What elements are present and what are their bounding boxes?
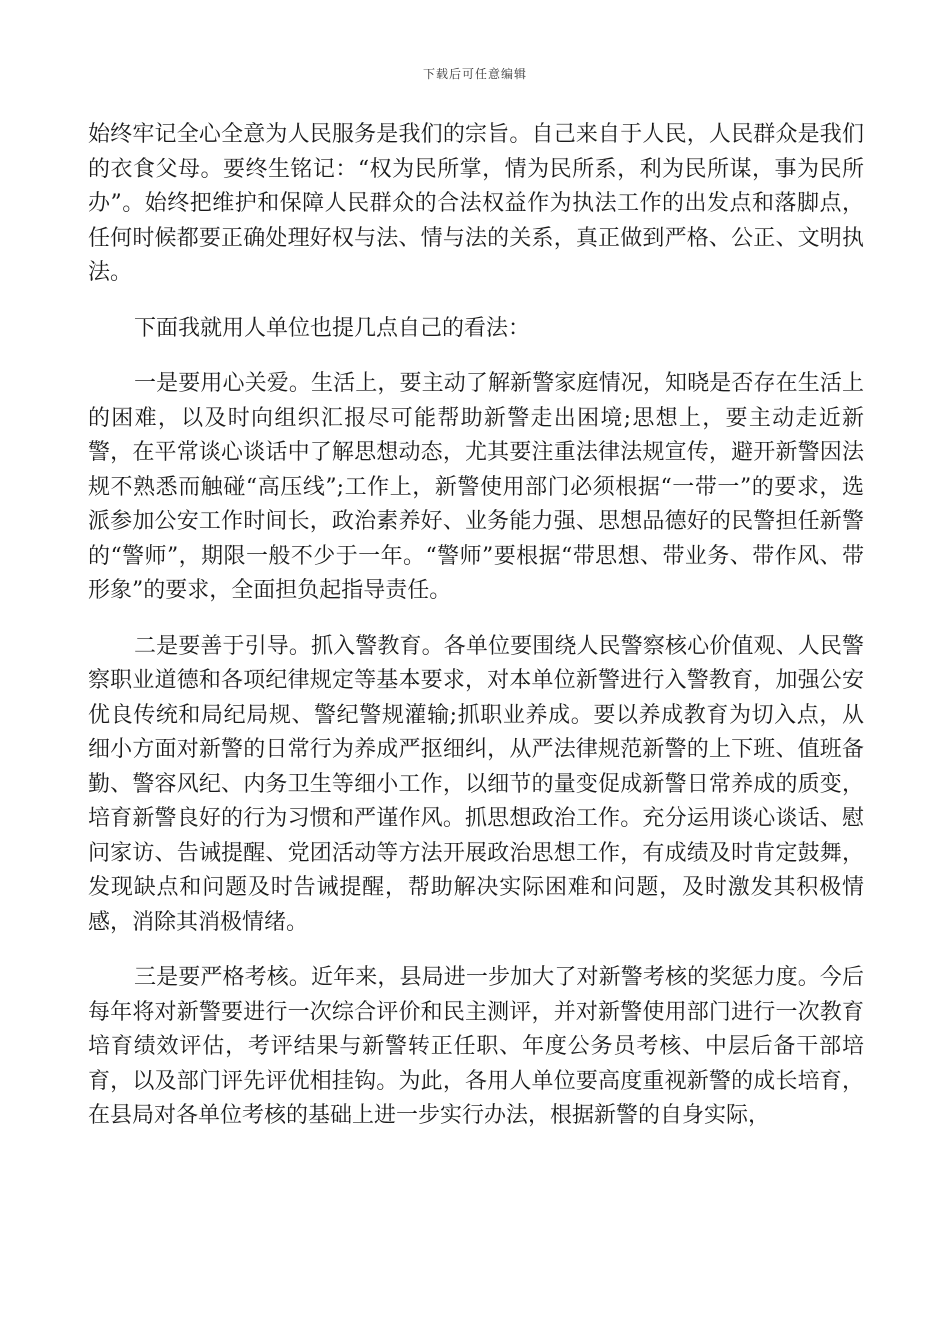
paragraph-continuation: 始终牢记全心全意为人民服务是我们的宗旨。自己来自于人民，人民群众是我们的衣食父母。要终生铭记：“权为民所掌，情为民所系，利为民所谋，事为民所办”。始终把维护和保障人民群众的合法权益作为执法工作的出发点和落脚点，任何时候都要正确处理好权与法、情与法的关系，真正做到严格、公正、文明执法。	[88, 122, 864, 285]
header-note: 下载后可任意编辑	[422, 67, 527, 81]
paragraph-point-two: 二是要善于引导。抓入警教育。各单位要围绕人民警察核心价值观、人民警察职业道德和各项纪律规定等基本要求，对本单位新警进行入警教育，加强公安优良传统和局纪局规、警纪警规灌输;抓职业养成。要以养成教育为切入点，从细小方面对新警的日常行为养成严抠细纠，从严法律规范新警的上下班、值班备勤、警容风纪、内务卫生等细小工作，以细节的量变促成新警日常养成的质变，培育新警良好的行为习惯和严谨作风。抓思想政治工作。充分运用谈心谈话、慰问家访、告诫提醒、党团活动等方法开展政治思想工作，有成绩及时肯定鼓舞，发现缺点和问题及时告诫提醒，帮助解决实际困难和问题，及时激发其积极情感，消除其消极情绪。	[88, 633, 864, 935]
paragraph-point-one: 一是要用心关爱。生活上，要主动了解新警家庭情况，知晓是否存在生活上的困难，以及时向组织汇报尽可能帮助新警走出困境;思想上，要主动走近新警，在平常谈心谈话中了解思想动态，尤其要注重法律法规宣传，避开新警因法规不熟悉而触碰“高压线”;工作上，新警使用部门必须根据“一带一”的要求，选派参加公安工作时间长，政治素养好、业务能力强、思想品德好的民警担任新警的“警师”，期限一般不少于一年。“警师”要根据“带思想、带业务、带作风、带形象”的要求，全面担负起指导责任。	[88, 371, 864, 603]
document-body	[88, 118, 864, 1155]
paragraph-point-three: 三是要严格考核。近年来，县局进一步加大了对新警考核的奖惩力度。今后每年将对新警要进行一次综合评价和民主测评，并对新警使用部门进行一次教育培育绩效评估，考评结果与新警转正任职、年度公务员考核、中层后备干部培育，以及部门评先评优相挂钩。为此，各用人单位要高度重视新警的成长培育，在县局对各单位考核的基础上进一步实行办法，根据新警的自身实际，	[88, 965, 864, 1128]
paragraph-intro: 下面我就用人单位也提几点自己的看法：	[134, 315, 531, 341]
